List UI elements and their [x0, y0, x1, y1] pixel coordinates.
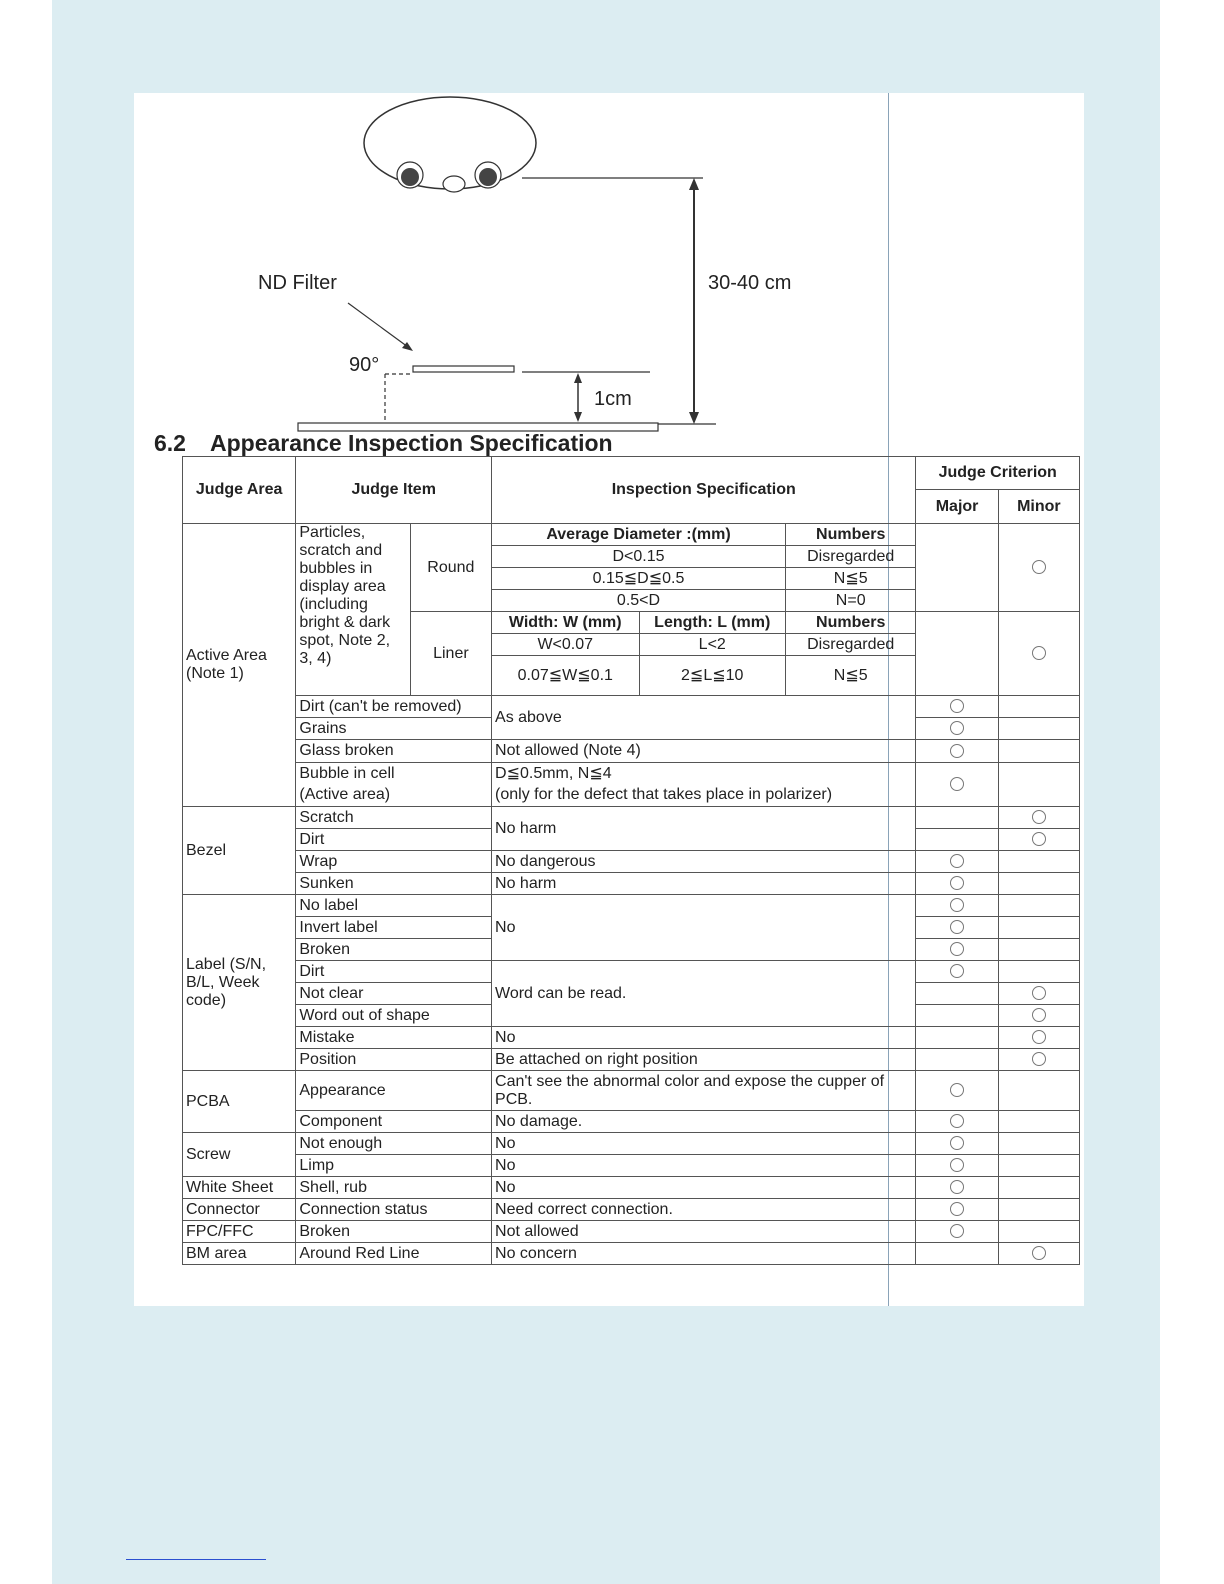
criterion-minor-cell — [998, 1221, 1079, 1243]
criterion-minor-cell — [998, 983, 1079, 1005]
numbers-value: Disregarded — [785, 546, 915, 568]
fpc-item: Broken — [296, 1221, 492, 1243]
criterion-minor-cell — [998, 1049, 1079, 1071]
width-value: W<0.07 — [492, 634, 639, 656]
table-row — [183, 740, 1080, 763]
criterion-minor-cell — [998, 961, 1079, 983]
table-header-row — [183, 457, 1080, 490]
bezel-wrap-spec: No dangerous — [492, 851, 916, 873]
table-row — [183, 961, 1080, 983]
major-mark-icon — [950, 920, 964, 934]
criterion-major-cell — [916, 1005, 998, 1027]
criterion-major-cell — [916, 851, 998, 873]
label-broken-item: Broken — [296, 939, 492, 961]
bezel-label: Bezel — [183, 807, 296, 895]
numbers-value: N≦5 — [785, 568, 915, 590]
table-row — [183, 1027, 1080, 1049]
table-row — [183, 1243, 1080, 1265]
criterion-major-cell — [916, 961, 998, 983]
pcba-component-spec: No damage. — [492, 1111, 916, 1133]
section-number: 6.2 — [154, 430, 186, 456]
criterion-major-cell — [916, 1177, 998, 1199]
col-width: Width: W (mm) — [492, 612, 639, 634]
major-mark-icon — [950, 721, 964, 735]
numbers-value: Disregarded — [785, 634, 915, 656]
mistake-item: Mistake — [296, 1027, 492, 1049]
table-row — [183, 1071, 1080, 1111]
table-row — [183, 524, 1080, 546]
numbers-value: N=0 — [785, 590, 915, 612]
screw-not-enough-spec: No — [492, 1133, 916, 1155]
distance-label: 30-40 cm — [708, 272, 792, 294]
major-mark-icon — [950, 1224, 964, 1238]
bubble-item-line2: (Active area) — [296, 785, 492, 807]
as-above-spec: As above — [492, 696, 916, 740]
criterion-minor-cell — [998, 763, 1079, 807]
criterion-major-cell — [916, 983, 998, 1005]
bm-area-spec: No concern — [492, 1243, 916, 1265]
major-mark-icon — [950, 964, 964, 978]
glass-broken-item: Glass broken — [296, 740, 492, 763]
criterion-major-cell — [916, 1221, 998, 1243]
criterion-minor-cell — [998, 1243, 1079, 1265]
bubble-item-line1: Bubble in cell — [296, 763, 492, 785]
bubble-spec-line1: D≦0.5mm, N≦4 — [492, 763, 916, 785]
criterion-major-cell — [916, 917, 998, 939]
white-sheet-item: Shell, rub — [296, 1177, 492, 1199]
criterion-major-cell — [916, 1199, 998, 1221]
minor-mark-icon — [1032, 646, 1046, 660]
criterion-major-cell — [916, 829, 998, 851]
active-area-label: Active Area (Note 1) — [183, 524, 296, 807]
connector-spec: Need correct connection. — [492, 1199, 916, 1221]
criterion-major-cell — [916, 696, 998, 718]
criterion-minor-cell — [998, 740, 1079, 763]
criterion-major-cell — [916, 524, 998, 612]
footer-link-line — [126, 1559, 266, 1560]
criterion-minor-cell — [998, 939, 1079, 961]
table-row — [183, 1133, 1080, 1155]
criterion-major-cell — [916, 763, 998, 807]
criterion-minor-cell — [998, 1177, 1079, 1199]
criterion-major-cell — [916, 1049, 998, 1071]
criterion-minor-cell — [998, 524, 1079, 612]
criterion-minor-cell — [998, 807, 1079, 829]
major-mark-icon — [950, 777, 964, 791]
criterion-major-cell — [916, 807, 998, 829]
table-row — [183, 1111, 1080, 1133]
major-mark-icon — [950, 1114, 964, 1128]
criterion-major-cell — [916, 740, 998, 763]
criterion-major-cell — [916, 1243, 998, 1265]
word-shape-item: Word out of shape — [296, 1005, 492, 1027]
major-mark-icon — [950, 876, 964, 890]
label-area-label: Label (S/N, B/L, Week code) — [183, 895, 296, 1071]
pcba-appearance-spec: Can't see the abnormal color and expose the cupper of PCB. — [492, 1071, 916, 1111]
label-dirt-item: Dirt — [296, 961, 492, 983]
col-length: Length: L (mm) — [639, 612, 785, 634]
minor-mark-icon — [1032, 832, 1046, 846]
major-mark-icon — [950, 744, 964, 758]
word-read-spec: Word can be read. — [492, 961, 916, 1027]
criterion-major-cell — [916, 895, 998, 917]
pcba-appearance-item: Appearance — [296, 1071, 492, 1111]
col-numbers: Numbers — [785, 524, 915, 546]
table-row — [183, 1199, 1080, 1221]
header-inspection-spec: Inspection Specification — [492, 457, 916, 524]
inspection-setup-diagram — [0, 0, 1224, 440]
gap-label: 1cm — [594, 388, 632, 410]
criterion-minor-cell — [998, 1133, 1079, 1155]
criterion-minor-cell — [998, 718, 1079, 740]
diameter-value: D<0.15 — [492, 546, 786, 568]
nd-filter-plate — [413, 366, 514, 372]
minor-mark-icon — [1032, 1052, 1046, 1066]
label-no-spec: No — [492, 895, 916, 961]
glass-broken-spec: Not allowed (Note 4) — [492, 740, 916, 763]
table-row — [183, 851, 1080, 873]
invert-label-item: Invert label — [296, 917, 492, 939]
criterion-minor-cell — [998, 829, 1079, 851]
major-mark-icon — [950, 1158, 964, 1172]
criterion-minor-cell — [998, 1111, 1079, 1133]
bm-area-label: BM area — [183, 1243, 296, 1265]
minor-mark-icon — [1032, 560, 1046, 574]
table-row — [183, 1221, 1080, 1243]
table-row — [183, 1049, 1080, 1071]
bezel-scratch-item: Scratch — [296, 807, 492, 829]
diameter-value: 0.15≦D≦0.5 — [492, 568, 786, 590]
screw-not-enough-item: Not enough — [296, 1133, 492, 1155]
minor-mark-icon — [1032, 986, 1046, 1000]
connector-label: Connector — [183, 1199, 296, 1221]
bezel-no-harm-spec: No harm — [492, 807, 916, 851]
criterion-minor-cell — [998, 696, 1079, 718]
table-row — [183, 763, 1080, 785]
particles-item: Particles, scratch and bubbles in display area (including bright & dark spot, Note 2, 3, 4) — [296, 524, 410, 696]
mistake-spec: No — [492, 1027, 916, 1049]
header-judge-criterion: Judge Criterion — [916, 457, 1080, 490]
white-sheet-label: White Sheet — [183, 1177, 296, 1199]
table-row — [183, 696, 1080, 718]
criterion-major-cell — [916, 1133, 998, 1155]
right-pupil-icon — [479, 168, 497, 186]
criterion-minor-cell — [998, 851, 1079, 873]
bezel-dirt-item: Dirt — [296, 829, 492, 851]
criterion-minor-cell — [998, 895, 1079, 917]
bezel-sunken-spec: No harm — [492, 873, 916, 895]
no-label-item: No label — [296, 895, 492, 917]
minor-mark-icon — [1032, 810, 1046, 824]
header-judge-item: Judge Item — [296, 457, 492, 524]
criterion-major-cell — [916, 873, 998, 895]
nd-filter-label: ND Filter — [258, 272, 337, 294]
criterion-major-cell — [916, 939, 998, 961]
arrow-head-up-icon — [689, 178, 699, 190]
criterion-major-cell — [916, 1071, 998, 1111]
table-row — [183, 1177, 1080, 1199]
not-clear-item: Not clear — [296, 983, 492, 1005]
criterion-minor-cell — [998, 612, 1079, 696]
gap-arrow-up-icon — [574, 373, 582, 383]
criterion-major-cell — [916, 1155, 998, 1177]
pcba-label: PCBA — [183, 1071, 296, 1133]
liner-label: Liner — [410, 612, 491, 696]
screw-label: Screw — [183, 1133, 296, 1177]
section-title: Appearance Inspection Specification — [210, 430, 613, 456]
gap-arrow-down-icon — [574, 412, 582, 422]
position-spec: Be attached on right position — [492, 1049, 916, 1071]
left-pupil-icon — [401, 168, 419, 186]
round-label: Round — [410, 524, 491, 612]
criterion-minor-cell — [998, 917, 1079, 939]
white-sheet-spec: No — [492, 1177, 916, 1199]
pcba-component-item: Component — [296, 1111, 492, 1133]
width-value: 0.07≦W≦0.1 — [492, 656, 639, 696]
bezel-wrap-item: Wrap — [296, 851, 492, 873]
table-row — [183, 873, 1080, 895]
connector-item: Connection status — [296, 1199, 492, 1221]
criterion-major-cell — [916, 612, 998, 696]
bm-area-item: Around Red Line — [296, 1243, 492, 1265]
grains-item: Grains — [296, 718, 492, 740]
minor-mark-icon — [1032, 1030, 1046, 1044]
minor-mark-icon — [1032, 1246, 1046, 1260]
bubble-spec-line2: (only for the defect that takes place in polarizer) — [492, 785, 916, 807]
diameter-value: 0.5<D — [492, 590, 786, 612]
major-mark-icon — [950, 898, 964, 912]
nose-icon — [443, 176, 465, 192]
table-row — [183, 807, 1080, 829]
major-mark-icon — [950, 1202, 964, 1216]
header-judge-area: Judge Area — [183, 457, 296, 524]
observer-head-icon — [364, 97, 536, 189]
criterion-minor-cell — [998, 873, 1079, 895]
major-mark-icon — [950, 1180, 964, 1194]
major-mark-icon — [950, 854, 964, 868]
criterion-major-cell — [916, 1027, 998, 1049]
criterion-minor-cell — [998, 1071, 1079, 1111]
major-mark-icon — [950, 942, 964, 956]
nd-filter-pointer — [348, 303, 408, 347]
header-minor: Minor — [998, 490, 1079, 524]
criterion-major-cell — [916, 718, 998, 740]
position-item: Position — [296, 1049, 492, 1071]
fpc-spec: Not allowed — [492, 1221, 916, 1243]
table-row — [183, 895, 1080, 917]
bezel-sunken-item: Sunken — [296, 873, 492, 895]
angle-label: 90° — [349, 354, 380, 376]
minor-mark-icon — [1032, 1008, 1046, 1022]
screw-limp-spec: No — [492, 1155, 916, 1177]
major-mark-icon — [950, 699, 964, 713]
arrow-head-down-icon — [689, 412, 699, 424]
numbers-value: N≦5 — [785, 656, 915, 696]
criterion-minor-cell — [998, 1155, 1079, 1177]
table-row — [183, 1155, 1080, 1177]
criterion-major-cell — [916, 1111, 998, 1133]
section-heading — [154, 430, 613, 457]
appearance-inspection-table — [182, 456, 1080, 1265]
criterion-minor-cell — [998, 1027, 1079, 1049]
criterion-minor-cell — [998, 1005, 1079, 1027]
dirt-item: Dirt (can't be removed) — [296, 696, 492, 718]
fpc-label: FPC/FFC — [183, 1221, 296, 1243]
major-mark-icon — [950, 1136, 964, 1150]
criterion-minor-cell — [998, 1199, 1079, 1221]
col-numbers: Numbers — [785, 612, 915, 634]
col-average-diameter: Average Diameter :(mm) — [492, 524, 786, 546]
length-value: 2≦L≦10 — [639, 656, 785, 696]
header-major: Major — [916, 490, 998, 524]
length-value: L<2 — [639, 634, 785, 656]
major-mark-icon — [950, 1083, 964, 1097]
screw-limp-item: Limp — [296, 1155, 492, 1177]
